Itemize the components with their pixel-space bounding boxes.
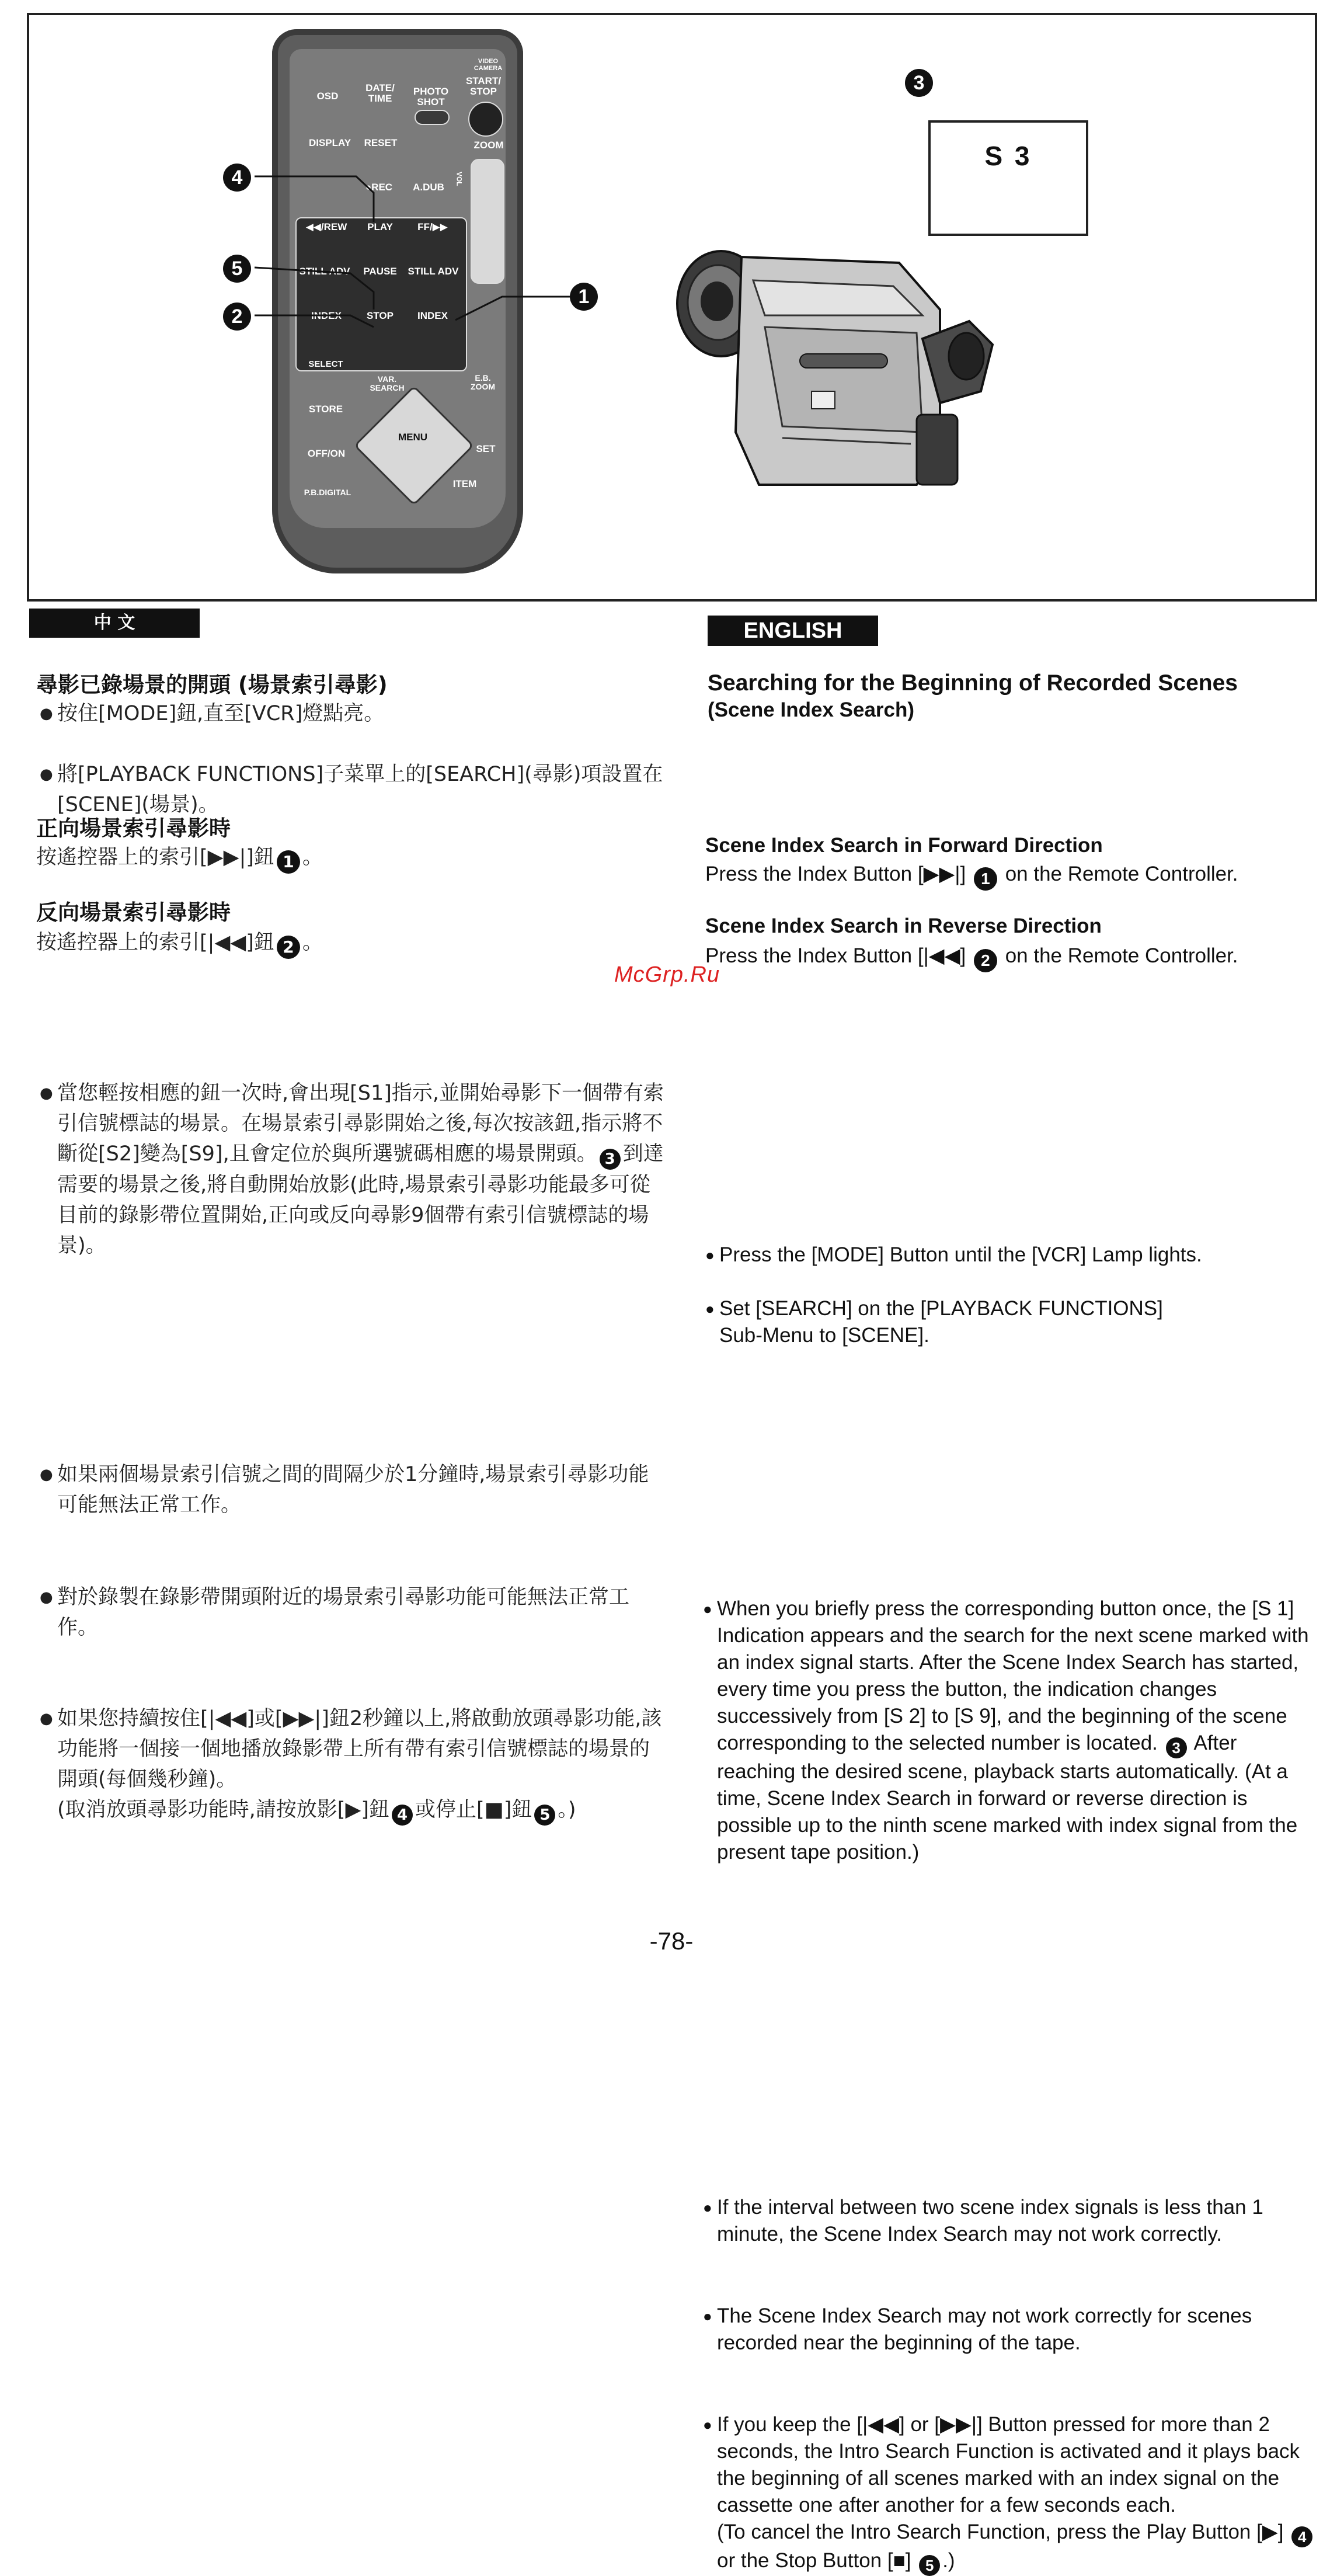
chinese-forward-text-b: ]鈕 [246,846,274,869]
pb-digital-label: P.B.DIGITAL [304,488,351,497]
english-note3-b: ] or [ [899,2413,941,2436]
reset-label: RESET [364,137,398,148]
chinese-note3-glyph-stop: ■ [484,1798,504,1821]
menu-label: MENU [398,432,428,443]
english-intro-2a: Set [SEARCH] on the [PLAYBACK FUNCTIONS] [719,1297,1163,1320]
english-note3-e: ] [1277,2521,1284,2543]
reverse-index-glyph: |◀◀ [207,931,246,954]
leader-2 [255,315,374,327]
store-label: STORE [308,404,343,415]
index-left-label: INDEX [311,310,342,321]
callout-3-inline: 3 [600,1149,621,1170]
camcorder-illustration [666,239,1004,520]
chinese-reverse-heading: 反向場景索引尋影時 [36,900,231,925]
english-note3-f: or the Stop Button [ [717,2549,893,2572]
callout-4-inline: 4 [392,1805,413,1826]
date-time-label: DATE/ TIME [365,82,395,104]
english-callout-4: 4 [1291,2526,1312,2547]
chinese-intro-1: ● 按住[MODE]鈕,直至[VCR]燈點亮。 [40,698,664,729]
play-label: PLAY [367,221,393,232]
pause-label: PAUSE [363,266,397,277]
callout-4: 4 [223,164,251,192]
english-forward-text-a: Press the Index Button [ [705,863,924,885]
english-note-2: ● The Scene Index Search may not work correctly for scenes recorded near the beginning of the tape. [703,2303,1330,2356]
chinese-note3-glyph-play: ▶ [345,1798,361,1821]
ff-label: FF/▶▶ [417,221,448,232]
still-adv-right-label: STILL ADV [408,266,459,277]
chinese-note3-e: ]鈕 [361,1798,390,1821]
chinese-reverse-text-a: 按遙控器上的索引[ [36,931,208,954]
chinese-forward-heading: 正向場景索引尋影時 [36,816,231,841]
chinese-note-3 [40,1704,664,1826]
english-reverse-text-b: ] [960,944,966,967]
english-para1-b: After reaching the desired scene, playback starts automatically. (At a time, Scene Index Search in forward or reverse direction is possible up to the ninth scene marked with index signal from the present tape position.) [717,1732,1298,1864]
leader-4 [255,176,374,222]
english-para1-a: When you briefly press the corresponding button once, the [S 1] Indication appears and the search for the next scene marked with an index signal starts. After the Scene Index Search has started, every time you press the button, the indication changes successively from [S 2] to [S 9], and the beginning of the scene corresponding to the selected number is located. [717,1597,1309,1754]
english-forward-heading: Scene Index Search in Forward Direction [705,834,1103,857]
off-on-label: OFF/ON [307,448,346,459]
chinese-forward-text-a: 按遙控器上的索引[ [36,846,208,869]
chinese-reverse-text-b: ]鈕 [246,931,274,954]
scene-indicator-text: S 3 [984,141,1032,171]
english-note3-a: If you keep the [ [717,2413,863,2436]
english-intro-2 [705,1295,1338,1349]
chinese-paragraph-1 [40,1078,664,1261]
select-label: SELECT [308,359,343,369]
english-note3-h: .) [942,2549,955,2572]
english-callout-5: 5 [919,2555,940,2576]
leader-5 [255,267,374,310]
still-adv-left-label: STILL ADV [299,266,350,277]
chinese-forward-text [36,842,643,874]
english-note3-glyph-stop: ■ [893,2549,906,2572]
var-search-label: VAR. SEARCH [370,374,405,392]
chinese-title: 尋影已錄場景的開頭 (場景索引尋影) [36,672,388,697]
rew-label: ◀◀/REW [305,221,347,232]
english-reverse-glyph: |◀◀ [923,944,960,967]
english-reverse-text-c: on the Remote Controller. [1005,944,1238,967]
remote-brand-label: VIDEO CAMERA [473,58,503,72]
chinese-forward-text-c: 。 [302,846,323,869]
english-note3-glyph-fwd: ▶▶| [940,2413,977,2436]
callout-2-inline: 2 [277,936,300,959]
callout-5-inline: 5 [534,1805,555,1826]
english-reverse-text-a: Press the Index Button [ [705,944,924,967]
chinese-note-1: ● 如果兩個場景索引信號之間的間隔少於1分鐘時,場景索引尋影功能可能無法正常工作。 [40,1459,664,1520]
english-title: Searching for the Beginning of Recorded Scenes [708,670,1238,696]
forward-index-glyph: ▶▶| [207,846,246,869]
callout-1: 1 [570,283,598,311]
english-reverse-heading: Scene Index Search in Reverse Direction [705,915,1102,937]
callout-5: 5 [223,255,251,283]
callout-2: 2 [223,303,251,331]
callout-1-inline: 1 [277,850,300,874]
english-reverse-text [705,943,1324,972]
chinese-note3-glyph-fwd: ▶▶| [283,1707,322,1730]
english-note3-c: ] Button pressed for more than 2 seconds, the Intro Search Function is activated and it plays back the beginning of all scenes marked with an index signal on the cassette one after another for a few seconds each. [717,2413,1300,2516]
watermark: McGrp.Ru [614,962,720,987]
chinese-para1-b: 到達需要的場景之後,將自動開始放影(此時,場景索引尋影功能最多可從目前的錄影帶位置開始,正向或反向尋影9個帶有索引信號標誌的場景)。 [57,1142,664,1257]
page-number: -78- [649,1927,694,1955]
set-label: SET [476,443,496,454]
english-callout-1: 1 [974,867,997,891]
chinese-tab: 中 文 [29,609,200,638]
chinese-note3-b: ]或[ [246,1707,283,1730]
english-note3-g: ] [905,2549,911,2572]
chinese-note3-a: 如果您持續按住[ [57,1707,208,1730]
zoom-label: ZOOM [473,140,504,151]
rec-label: ●REC [365,182,393,193]
display-label: DISPLAY [308,137,351,148]
english-intro-2b: Sub-Menu to [SCENE]. [719,1324,929,1347]
english-forward-glyph: ▶▶| [923,863,960,885]
chinese-note3-f: 或停止[ [415,1798,485,1821]
chinese-reverse-text [36,927,643,959]
english-subtitle: (Scene Index Search) [708,698,915,721]
english-note3-d: (To cancel the Intro Search Function, press the Play Button [ [717,2521,1262,2543]
chinese-para1-a: 當您輕按相應的鈕一次時,會出現[S1]指示,並開始尋影下一個帶有索引信號標誌的場景。在場景索引尋影開始之後,每次按該鈕,指示將不斷從[S2]變為[S9],且會定位於與所選號碼相應的場景開頭。 [57,1082,664,1166]
chinese-note3-glyph-rev: |◀◀ [208,1707,247,1730]
english-note-3 [703,2411,1330,2576]
english-intro-1: ● Press the [MODE] Button until the [VCR] Lamp lights. [705,1242,1338,1268]
english-forward-text-c: on the Remote Controller. [1005,863,1238,885]
english-callout-2: 2 [974,949,997,972]
chinese-note3-g: ]鈕 [503,1798,532,1821]
scene-indicator-screen [928,120,1088,236]
osd-label: OSD [316,91,339,102]
chinese-intro-2: ● 將[PLAYBACK FUNCTIONS]子菜單上的[SEARCH](尋影)項設置在[SCENE](場景)。 [40,759,664,820]
eb-zoom-label: E.B. ZOOM [471,373,495,391]
english-forward-text [705,861,1324,891]
stop-label: STOP [367,310,394,321]
english-note3-glyph-play: ▶ [1262,2521,1278,2543]
item-label: ITEM [452,478,477,489]
chinese-reverse-text-c: 。 [302,931,323,954]
photo-shot-label: PHOTO SHOT [413,86,449,107]
chinese-note3-h: 。) [558,1798,576,1821]
chinese-note-2: ● 對於錄製在錄影帶開頭附近的場景索引尋影功能可能無法正常工作。 [40,1582,664,1643]
english-forward-text-b: ] [960,863,966,885]
english-tab: ENGLISH [708,616,878,646]
index-right-label: INDEX [417,310,448,321]
chinese-note3-c: ]鈕2秒鐘以上,將啟動放頭尋影功能,該功能將一個接一個地播放錄影帶上所有帶有索引信號標誌的場景的開頭(每個幾秒鐘)。 [57,1707,662,1791]
english-paragraph-1 [703,1595,1318,1866]
english-callout-3: 3 [1166,1737,1187,1758]
chinese-note3-d: (取消放頭尋影功能時,請按放影[ [57,1798,346,1821]
a-dub-label: A.DUB [413,182,444,193]
callout-3: 3 [905,69,933,97]
english-note-1: ● If the interval between two scene index signals is less than 1 minute, the Scene Index Search may not work correctly. [703,2194,1330,2248]
vol-label: VOL [455,171,464,186]
start-stop-label: START/ STOP [465,75,502,97]
leader-1 [455,297,570,320]
english-note3-glyph-rev: |◀◀ [862,2413,899,2436]
